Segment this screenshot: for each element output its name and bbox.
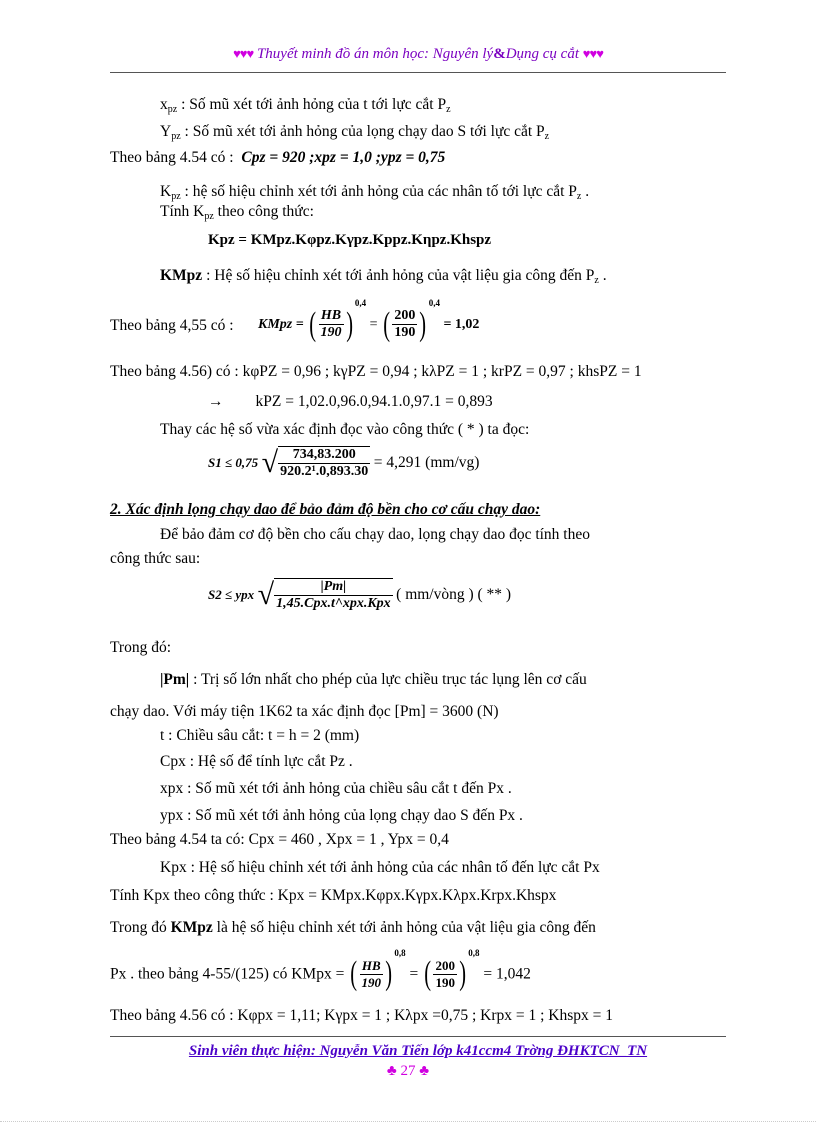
formula-s2: S2 ≤ ypx √ $\frac{|Pm|}{\text{1,45.Cpx.t\textasciicircum{}xpx.Kpx}}$ ( mm/vòng ) ( ** ) [208, 578, 512, 611]
line-chieu-sau-cat: t : Chiều sâu cắt: t = h = 2 (mm) [160, 727, 360, 744]
formula-s1: S1 ≤ 0,75 √ $\frac{734,83.200}{\text{920.2¹.0,893.30}}$ = 4,291 (mm/vg) [208, 446, 480, 479]
line-ypx: ypx : Số mũ xét tới ảnh hỏng của lọng chạy dao S đến Px . [160, 807, 523, 824]
line-ypz: $Y_{pz}$ : Số mũ xét tới ảnh hỏng của lọng chạy dao S tới lực cắt $P_z$ [160, 123, 550, 142]
line-de-bao-dam: Để bảo đảm cơ độ bền cho cấu chạy dao, lọng chạy dao đọc tính theo [160, 526, 590, 543]
line-kpz-result: → kPZ = 1,02.0,96.0,94.1.0,97.1 = 0,893 [208, 393, 493, 410]
line-tinh-kpz: Tính $K_{pz}$ theo công thức: [160, 203, 314, 222]
ornament-left-icon: ♣ [386, 1063, 397, 1079]
ornament-right-icon: ♣ [419, 1063, 430, 1079]
line-trong-do-kmpz: Trong đó KMpz là hệ số hiệu chỉnh xét tới ảnh hỏng của vật liệu gia công đến [110, 919, 596, 936]
header-title-b: Dụng cụ cắt [505, 46, 580, 62]
line-kpz: $K_{pz}$ : hệ số hiệu chỉnh xét tới ảnh hỏng của các nhân tố tới lực cắt $P_z$ . [160, 183, 590, 202]
kmpz-symbol: KMpz [160, 267, 203, 284]
footer-rule [110, 1036, 726, 1037]
section-heading-2: 2. Xác định lọng chạy dao để bảo đảm độ bền cho cơ cấu chạy dao: [110, 501, 541, 518]
coef-equation: Cpz = 920 ;xpz = 1,0 ;ypz = 0,75 [241, 149, 446, 166]
line-cpx: Cpx : Hệ số để tính lực cắt Pz . [160, 753, 353, 770]
line-table-4-54: Theo bảng 4.54 có : Cpz = 920 ;xpz = 1,0 ;ypz = 0,75 [110, 149, 446, 166]
line-thay-he-so: Thay các hệ số vừa xác định đọc vào công thức ( * ) ta đọc: [160, 421, 530, 438]
line-tinh-kpx: Tính Kpx theo công thức : Kpx = KMpx.Kφpx.Kγpx.Kλpx.Krpx.Khspx [110, 887, 557, 904]
line-pm: |Pm| : Trị số lớn nhất cho phép của lực chiều trục tác lụng lên cơ cấu [160, 671, 587, 688]
line-may-tien: chạy dao. Với máy tiện 1K62 ta xác định đọc [Pm] = 3600 (N) [110, 703, 499, 720]
line-table-4-56: Theo bảng 4.56) có : kφPZ = 0,96 ; kγPZ = 0,94 ; kλPZ = 1 ; krPZ = 0,97 ; khsPZ = 1 [110, 363, 642, 380]
line-xpx: xpx : Số mũ xét tới ảnh hỏng của chiều sâu cắt t đến Px . [160, 780, 512, 797]
page-footer: Sinh viên thực hiện: Nguyễn Văn Tiến lớp k41ccm4 Trờng ĐHKTCN_TN [188, 1043, 648, 1059]
pm-symbol: |Pm| [160, 671, 190, 688]
heart-icons-right: ♥♥♥ [582, 46, 603, 61]
line-kmpz: KMpz : Hệ số hiệu chỉnh xét tới ảnh hỏng của vật liệu gia công đến $P_z$ . [160, 267, 607, 286]
header-ampersand: & [493, 46, 506, 62]
line-table-4-56-px: Theo bảng 4.56 có : Kφpx = 1,11; Kγpx = 1 ; Kλpx =0,75 ; Krpx = 1 ; Khspx = 1 [110, 1007, 613, 1024]
bottom-dotted-border [0, 1121, 816, 1122]
line-trong-do: Trong đó: [110, 639, 172, 656]
formula-kmpz: KMpz = ( $\frac{HB}{190}$ )$^{0,4}$ = ( $\frac{200}{190}$ )$^{0,4}$ = 1,02 [258, 298, 480, 343]
line-table-4-55-label: Theo bảng 4,55 có : [110, 317, 234, 334]
line-cong-thuc-sau: công thức sau: [110, 550, 201, 567]
line-xpz: $x_{pz}$ : Số mũ xét tới ảnh hỏng của t tới lực cắt $P_z$ [160, 96, 451, 115]
line-table-4-54-px: Theo bảng 4.54 ta có: Cpx = 460 , Xpx = 1 , Ypx = 0,4 [110, 831, 449, 848]
kmpz-symbol-2: KMpz [170, 919, 213, 936]
heart-icons-left: ♥♥♥ [233, 46, 254, 61]
formula-kmpx: Px . theo bảng 4-55/(125) có KMpx = ( $\frac{HB}{190}$ )$^{0,8}$ = ( $\frac{200}{190}$ )$^{0,8}$ = 1,042 [110, 948, 531, 993]
header-title-a: Thuyết minh đồ án môn học: Nguyên lý [256, 46, 494, 62]
formula-kpz: Kpz = KMpz.Kφpz.Kγpz.Kppz.Kηpz.Khspz [208, 232, 492, 248]
line-kpx: Kpx : Hệ số hiệu chỉnh xét tới ảnh hỏng của các nhân tố đến lực cắt Px [160, 859, 600, 876]
header-rule [110, 72, 726, 73]
arrow-icon: → [208, 393, 224, 410]
page-header [110, 46, 726, 63]
page-number: 27 [400, 1063, 416, 1079]
page-number-block [0, 1063, 816, 1080]
